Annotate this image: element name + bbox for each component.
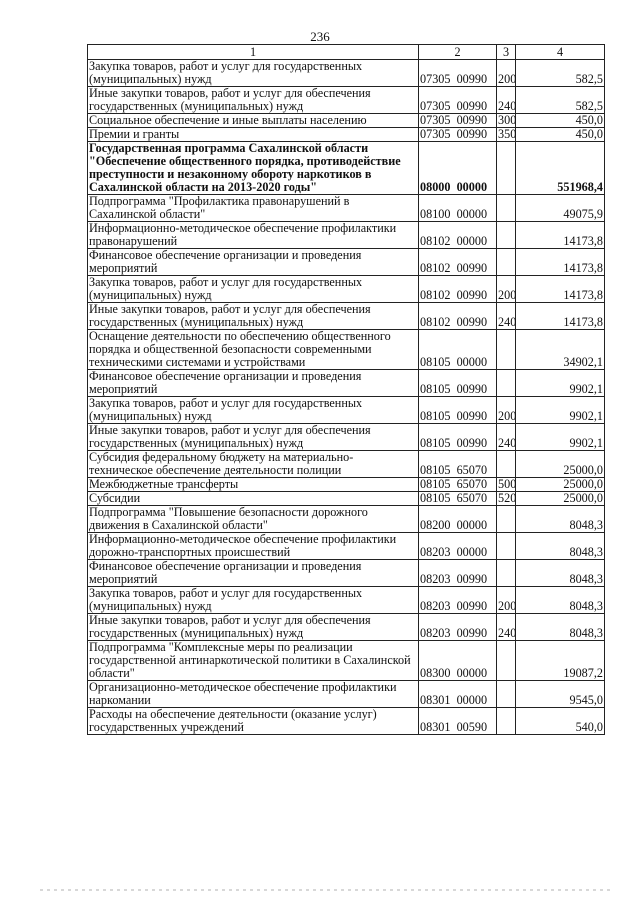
row-code-cell: 08301 00000 — [419, 681, 497, 708]
table-row — [88, 330, 605, 370]
row-name-cell: Финансовое обеспечение организации и проведения мероприятий — [88, 560, 419, 587]
table-row — [88, 708, 605, 735]
row-name-cell: Подпрограмма "Комплексные меры по реализации государственной антинаркотической политики в Сахалинской области" — [88, 641, 419, 681]
table-row — [88, 506, 605, 533]
row-code-cell: 08203 00990 — [419, 560, 497, 587]
row-code-cell: 08200 00000 — [419, 506, 497, 533]
table-row — [88, 681, 605, 708]
row-code-cell: 07305 00990 — [419, 114, 497, 128]
row-name-cell: Расходы на обеспечение деятельности (оказание услуг) государственных учреждений — [88, 708, 419, 735]
row-name-cell: Закупка товаров, работ и услуг для государственных (муниципальных) нужд — [88, 60, 419, 87]
row-type-cell: 500 — [498, 477, 517, 491]
row-type-cell: 240 — [497, 87, 516, 114]
row-code-cell: 08105 65070 — [419, 451, 497, 478]
row-code-cell: 08102 00990 — [419, 276, 497, 303]
row-sum-cell: 8048,3 — [516, 587, 605, 614]
row-name-cell: Оснащение деятельности по обеспечению общественного порядка и общественной безопасности современными техническими системами и устройствами — [88, 330, 419, 370]
row-sum-cell: 582,5 — [516, 87, 605, 114]
row-sum-cell: 14173,8 — [516, 222, 605, 249]
row-type-cell — [497, 370, 516, 397]
row-sum-cell: 49075,9 — [516, 195, 605, 222]
row-name-cell: Премии и гранты — [88, 128, 419, 142]
row-type-cell — [497, 195, 516, 222]
row-code-cell: 07305 00990 — [419, 128, 497, 142]
row-type-cell — [497, 560, 516, 587]
table-row — [88, 303, 605, 330]
row-code-cell: 08102 00000 — [419, 222, 497, 249]
row-sum-cell: 25000,0 — [516, 492, 605, 506]
table-row — [88, 587, 605, 614]
row-code-cell: 08000 00000 — [419, 142, 497, 195]
row-type-cell — [497, 708, 516, 735]
row-name-cell: Субсидия федеральному бюджету на материально-техническое обеспечение деятельности полиции — [88, 451, 419, 478]
row-sum-cell: 8048,3 — [516, 533, 605, 560]
table-row — [88, 560, 605, 587]
row-code-cell: 07305 00990 — [419, 60, 497, 87]
row-type-cell — [497, 249, 516, 276]
row-sum-cell: 34902,1 — [516, 330, 605, 370]
column-header-sum: 4 — [516, 45, 605, 60]
row-sum-cell: 8048,3 — [516, 614, 605, 641]
table-row — [88, 87, 605, 114]
row-name-cell: Социальное обеспечение и иные выплаты населению — [88, 114, 419, 128]
row-name-cell: Иные закупки товаров, работ и услуг для обеспечения государственных (муниципальных) нужд — [88, 424, 419, 451]
table-body — [88, 60, 605, 735]
row-name-cell: Информационно-методическое обеспечение профилактики дорожно-транспортных происшествий — [88, 533, 419, 560]
row-code-cell: 08203 00000 — [419, 533, 497, 560]
table-row — [88, 641, 605, 681]
row-type-cell — [497, 222, 516, 249]
row-code-cell: 08301 00590 — [419, 708, 497, 735]
row-name-cell: Финансовое обеспечение организации и проведения мероприятий — [88, 370, 419, 397]
row-sum-cell: 8048,3 — [516, 560, 605, 587]
row-type-cell — [497, 506, 516, 533]
table-row — [88, 614, 605, 641]
table-row — [88, 451, 605, 478]
budget-table — [87, 44, 605, 735]
row-code-cell: 08300 00000 — [419, 641, 497, 681]
row-code-cell: 08105 00990 — [419, 424, 497, 451]
table-row — [88, 478, 605, 492]
row-sum-cell: 582,5 — [516, 60, 605, 87]
column-header-code: 2 — [419, 45, 497, 60]
row-type-cell: 200 — [497, 397, 516, 424]
row-code-cell: 08105 65070 — [419, 478, 497, 492]
table-row — [88, 370, 605, 397]
table-row — [88, 60, 605, 87]
column-header-type: 3 — [497, 45, 516, 60]
row-code-cell: 08105 00990 — [419, 370, 497, 397]
row-name-cell: Государственная программа Сахалинской области "Обеспечение общественного порядка, противодействие преступности и незаконному обороту наркотиков в Сахалинской области на 2013-2020 годы" — [88, 142, 419, 195]
row-name-cell: Информационно-методическое обеспечение профилактики правонарушений — [88, 222, 419, 249]
row-sum-cell: 25000,0 — [516, 451, 605, 478]
table-row — [88, 397, 605, 424]
row-name-cell: Закупка товаров, работ и услуг для государственных (муниципальных) нужд — [88, 587, 419, 614]
row-sum-cell: 450,0 — [516, 114, 605, 128]
row-name-cell: Подпрограмма "Повышение безопасности дорожного движения в Сахалинской области" — [88, 506, 419, 533]
row-sum-cell: 14173,8 — [516, 249, 605, 276]
row-code-cell: 08102 00990 — [419, 249, 497, 276]
row-code-cell: 08105 65070 — [419, 492, 497, 506]
table-row — [88, 276, 605, 303]
row-name-cell: Иные закупки товаров, работ и услуг для обеспечения государственных (муниципальных) нужд — [88, 303, 419, 330]
row-type-cell — [497, 142, 516, 195]
row-code-cell: 08100 00000 — [419, 195, 497, 222]
row-sum-cell: 9902,1 — [516, 370, 605, 397]
table-row — [88, 249, 605, 276]
row-name-cell: Иные закупки товаров, работ и услуг для обеспечения государственных (муниципальных) нужд — [88, 87, 419, 114]
row-type-cell: 200 — [497, 276, 516, 303]
table-row — [88, 142, 605, 195]
row-name-cell: Иные закупки товаров, работ и услуг для обеспечения государственных (муниципальных) нужд — [88, 614, 419, 641]
row-sum-cell: 9545,0 — [516, 681, 605, 708]
row-sum-cell: 450,0 — [516, 128, 605, 142]
row-type-cell — [497, 451, 516, 478]
row-code-cell: 08105 00990 — [419, 397, 497, 424]
row-type-cell — [497, 681, 516, 708]
row-code-cell: 08105 00000 — [419, 330, 497, 370]
row-sum-cell: 25000,0 — [516, 478, 605, 492]
row-type-cell: 300 — [498, 113, 517, 127]
table-row — [88, 222, 605, 249]
row-sum-cell: 8048,3 — [516, 506, 605, 533]
row-type-cell: 200 — [497, 60, 516, 87]
row-name-cell: Субсидии — [88, 492, 419, 506]
row-name-cell: Финансовое обеспечение организации и проведения мероприятий — [88, 249, 419, 276]
table-row — [88, 533, 605, 560]
row-sum-cell: 551968,4 — [516, 142, 605, 195]
row-name-cell: Подпрограмма "Профилактика правонарушений в Сахалинской области" — [88, 195, 419, 222]
row-code-cell: 08203 00990 — [419, 614, 497, 641]
row-type-cell: 240 — [497, 614, 516, 641]
row-type-cell: 240 — [497, 303, 516, 330]
row-name-cell: Закупка товаров, работ и услуг для государственных (муниципальных) нужд — [88, 397, 419, 424]
table-row — [88, 128, 605, 142]
column-header-name: 1 — [88, 45, 419, 60]
row-type-cell — [497, 330, 516, 370]
table-row — [88, 492, 605, 506]
row-sum-cell: 540,0 — [516, 708, 605, 735]
row-code-cell: 08203 00990 — [419, 587, 497, 614]
row-sum-cell: 9902,1 — [516, 397, 605, 424]
row-type-cell: 520 — [498, 491, 517, 505]
row-code-cell: 08102 00990 — [419, 303, 497, 330]
row-sum-cell: 9902,1 — [516, 424, 605, 451]
row-sum-cell: 19087,2 — [516, 641, 605, 681]
row-type-cell: 350 — [498, 127, 517, 141]
table-row — [88, 195, 605, 222]
row-name-cell: Организационно-методическое обеспечение профилактики наркомании — [88, 681, 419, 708]
row-type-cell — [497, 641, 516, 681]
header-row — [88, 45, 605, 60]
table-row — [88, 114, 605, 128]
row-type-cell: 240 — [497, 424, 516, 451]
row-sum-cell: 14173,8 — [516, 303, 605, 330]
row-name-cell: Закупка товаров, работ и услуг для государственных (муниципальных) нужд — [88, 276, 419, 303]
row-type-cell: 200 — [497, 587, 516, 614]
scan-artifact — [40, 889, 610, 891]
row-code-cell: 07305 00990 — [419, 87, 497, 114]
row-type-cell — [497, 533, 516, 560]
row-sum-cell: 14173,8 — [516, 276, 605, 303]
page-number: 236 — [310, 29, 330, 44]
row-name-cell: Межбюджетные трансферты — [88, 478, 419, 492]
table-row — [88, 424, 605, 451]
